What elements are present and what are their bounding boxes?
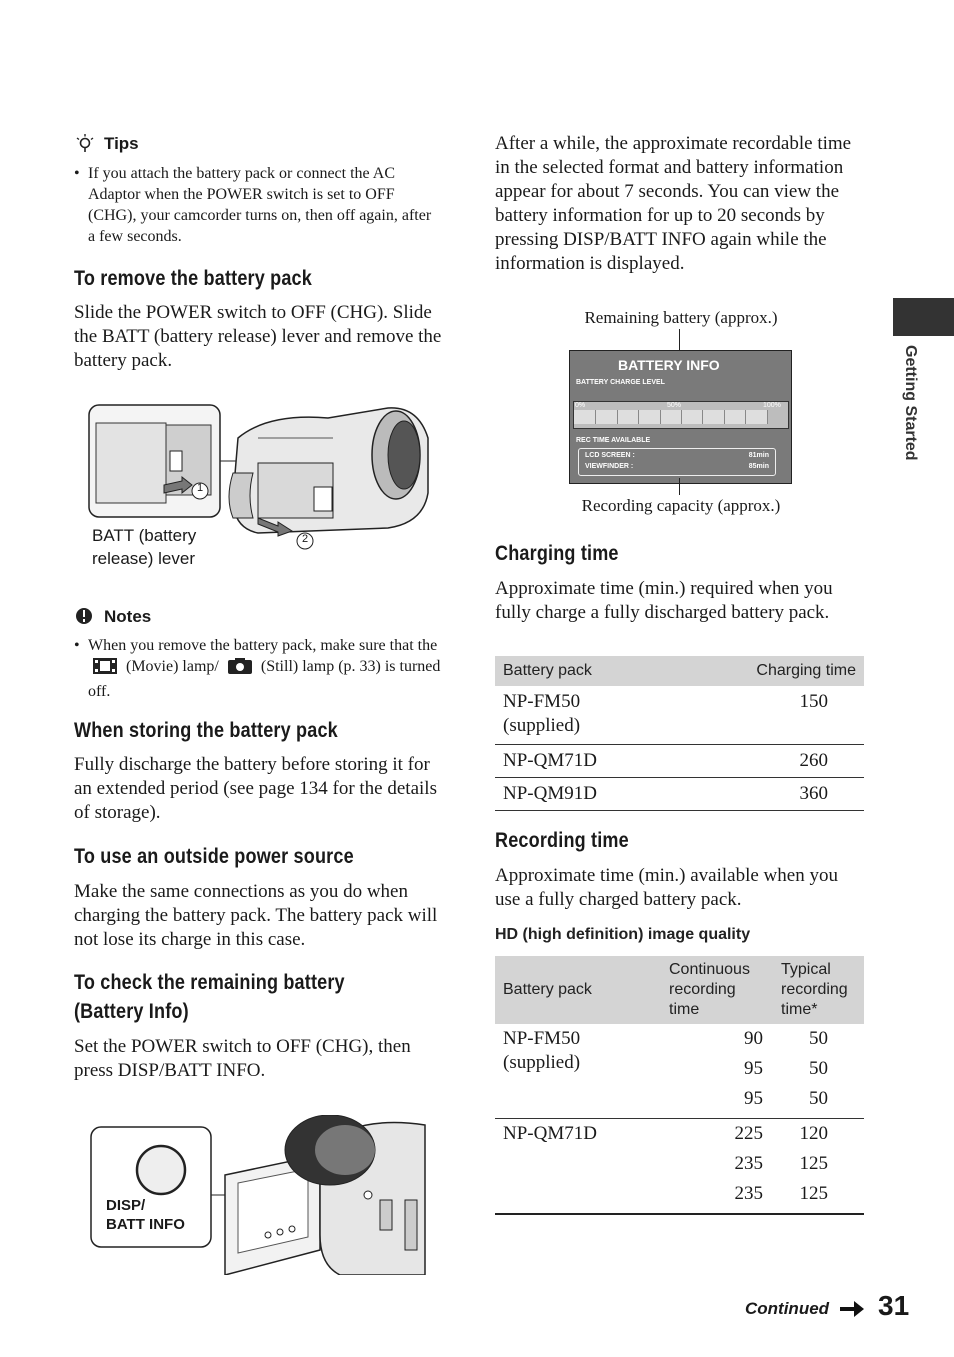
charging-value: 150 — [675, 686, 864, 745]
page-number: 31 — [878, 1290, 910, 1321]
section-tab — [893, 298, 954, 336]
outside-body: Make the same connections as you do when charging the battery pack. The battery pack will not lose its charge in this case. — [74, 881, 438, 950]
still-lamp-icon — [227, 657, 253, 681]
typical-value: 125 — [799, 1183, 828, 1204]
battery-info-screen — [569, 350, 792, 484]
recording-table — [495, 956, 864, 1215]
col2-line2: recording — [669, 981, 736, 998]
batt-lever-label-line2: release) lever — [92, 549, 195, 568]
tips-list — [74, 163, 440, 247]
remove-body: Slide the POWER switch to OFF (CHG). Slide the BATT (battery release) lever and remove the battery pack. — [74, 302, 442, 371]
continuous-value: 225 — [734, 1123, 763, 1144]
batt-lever-label — [92, 524, 196, 570]
section-label: Getting Started — [902, 345, 919, 461]
charge-segment-divider — [724, 410, 725, 424]
recording-body: Approximate time (min.) available when you use a fully charged battery pack. — [495, 865, 838, 910]
notes-text-c: (Still) lamp (p. 33) is turned off. — [88, 658, 441, 700]
typical-value: 125 — [799, 1153, 828, 1174]
col3-line2: recording — [781, 981, 848, 998]
table-row — [495, 745, 864, 778]
step-1-label: 1 — [196, 482, 204, 494]
after-body: After a while, the approximate recordable time in the selected format and battery information appear for about 7 seconds. You can view the battery information for up to 20 seconds by pressing DISP/BATT INFO again while the information is displayed. — [495, 133, 852, 274]
recording-subheading: HD (high definition) image quality — [495, 926, 751, 943]
arrow-right-icon — [840, 1300, 864, 1323]
pct-100: 100% — [763, 402, 781, 409]
typical-value: 50 — [809, 1058, 828, 1079]
pack-sub: (supplied) — [503, 1052, 581, 1073]
notes-text-b: (Movie) lamp/ — [126, 658, 219, 675]
pct-50: 50% — [667, 402, 682, 409]
charge-segment-divider — [702, 410, 703, 424]
table-row — [495, 686, 864, 745]
viewfinder-label: VIEWFINDER : — [585, 463, 634, 470]
charging-value: 260 — [675, 745, 864, 778]
pack-sub: (supplied) — [503, 715, 581, 736]
charging-body: Approximate time (min.) required when you fully charge a fully discharged battery pack. — [495, 578, 833, 623]
viewfinder-value: 85min — [748, 463, 769, 470]
lcd-screen-label: LCD SCREEN : — [585, 452, 635, 459]
recording-col-continuous — [661, 956, 773, 1024]
charge-segment-divider — [681, 410, 682, 424]
notes-heading: Notes — [104, 607, 152, 626]
col3-line3: time* — [781, 1001, 818, 1018]
lcd-screen-value: 81min — [748, 452, 769, 459]
notes-icon — [75, 607, 93, 630]
table-row — [495, 778, 864, 811]
continuous-value: 235 — [734, 1153, 763, 1174]
charge-segment-divider — [745, 410, 746, 424]
pack-name: NP-QM71D — [503, 1123, 597, 1144]
remaining-battery-callout: Remaining battery (approx.) — [584, 308, 778, 327]
col2-line3: time — [669, 1001, 700, 1018]
recording-col-typical — [773, 956, 864, 1024]
movie-lamp-icon — [92, 657, 118, 681]
charging-heading: Charging time — [495, 542, 619, 565]
charge-segment-divider — [595, 410, 596, 424]
disp-button-illustration — [90, 1115, 430, 1275]
col2-line1: Continuous — [669, 961, 750, 978]
outside-heading: To use an outside power source — [74, 845, 354, 868]
rec-time-label: REC TIME AVAILABLE — [576, 437, 651, 444]
charge-level-fill — [574, 410, 767, 424]
remove-heading: To remove the battery pack — [74, 267, 312, 290]
check-heading-line1: To check the remaining battery — [74, 971, 345, 994]
pack-name: NP-FM50 — [503, 1028, 581, 1049]
continuous-value: 90 — [744, 1028, 763, 1049]
typical-value: 50 — [809, 1028, 828, 1049]
disp-button-label — [106, 1196, 185, 1234]
storing-heading: When storing the battery pack — [74, 719, 338, 742]
check-heading-line2: (Battery Info) — [74, 1000, 189, 1023]
callout-line-bottom — [679, 478, 680, 495]
typical-value: 120 — [799, 1123, 828, 1144]
pack-name: NP-QM91D — [495, 778, 675, 811]
step-2-label: 2 — [301, 533, 309, 545]
continuous-value: 95 — [744, 1088, 763, 1109]
recording-capacity-callout: Recording capacity (approx.) — [581, 496, 781, 515]
recording-heading: Recording time — [495, 829, 629, 852]
pct-0: 0% — [575, 402, 586, 409]
disp-button-label-line1: DISP/ — [106, 1197, 146, 1214]
table-row — [495, 1024, 864, 1119]
charge-level-label: BATTERY CHARGE LEVEL — [576, 379, 665, 386]
col3-line1: Typical — [781, 961, 831, 978]
charging-value: 360 — [675, 778, 864, 811]
continued-label: Continued — [745, 1299, 830, 1318]
charge-segment-divider — [617, 410, 618, 424]
charging-table — [495, 656, 864, 811]
charge-segment-divider — [660, 410, 661, 424]
charge-segment-divider — [638, 410, 639, 424]
continuous-value: 235 — [734, 1183, 763, 1204]
notes-text-a: When you remove the battery pack, make sure that the — [88, 637, 438, 654]
tips-heading: Tips — [104, 134, 139, 153]
typical-value: 50 — [809, 1088, 828, 1109]
charging-col-time: Charging time — [675, 656, 864, 686]
batt-lever-label-line1: BATT (battery — [92, 526, 197, 545]
check-body: Set the POWER switch to OFF (CHG), then press DISP/BATT INFO. — [74, 1036, 411, 1081]
recording-col-pack: Battery pack — [495, 956, 661, 1024]
storing-body: Fully discharge the battery before storing it for an extended period (see page 134 for the details of storage). — [74, 754, 437, 823]
pack-name: NP-QM71D — [495, 745, 675, 778]
pack-name: NP-FM50 — [503, 691, 581, 712]
rec-time-box — [578, 448, 776, 476]
tips-item: • If you attach the battery pack or connect the AC Adaptor when the POWER switch is set to OFF (CHG), your camcorder turns on, then off again, after a few seconds. — [74, 163, 440, 247]
charge-segment-divider — [767, 410, 768, 424]
continuous-value: 95 — [744, 1058, 763, 1079]
battery-info-title: BATTERY INFO — [618, 357, 720, 373]
table-row — [495, 1119, 864, 1215]
charging-col-pack: Battery pack — [495, 656, 675, 686]
notes-item: • When you remove the battery pack, make sure that the (Movie) lamp/ (Still) lamp (p. 33) is turned off. — [74, 637, 441, 700]
tips-icon — [75, 133, 95, 160]
disp-button-label-line2: BATT INFO — [106, 1216, 185, 1233]
